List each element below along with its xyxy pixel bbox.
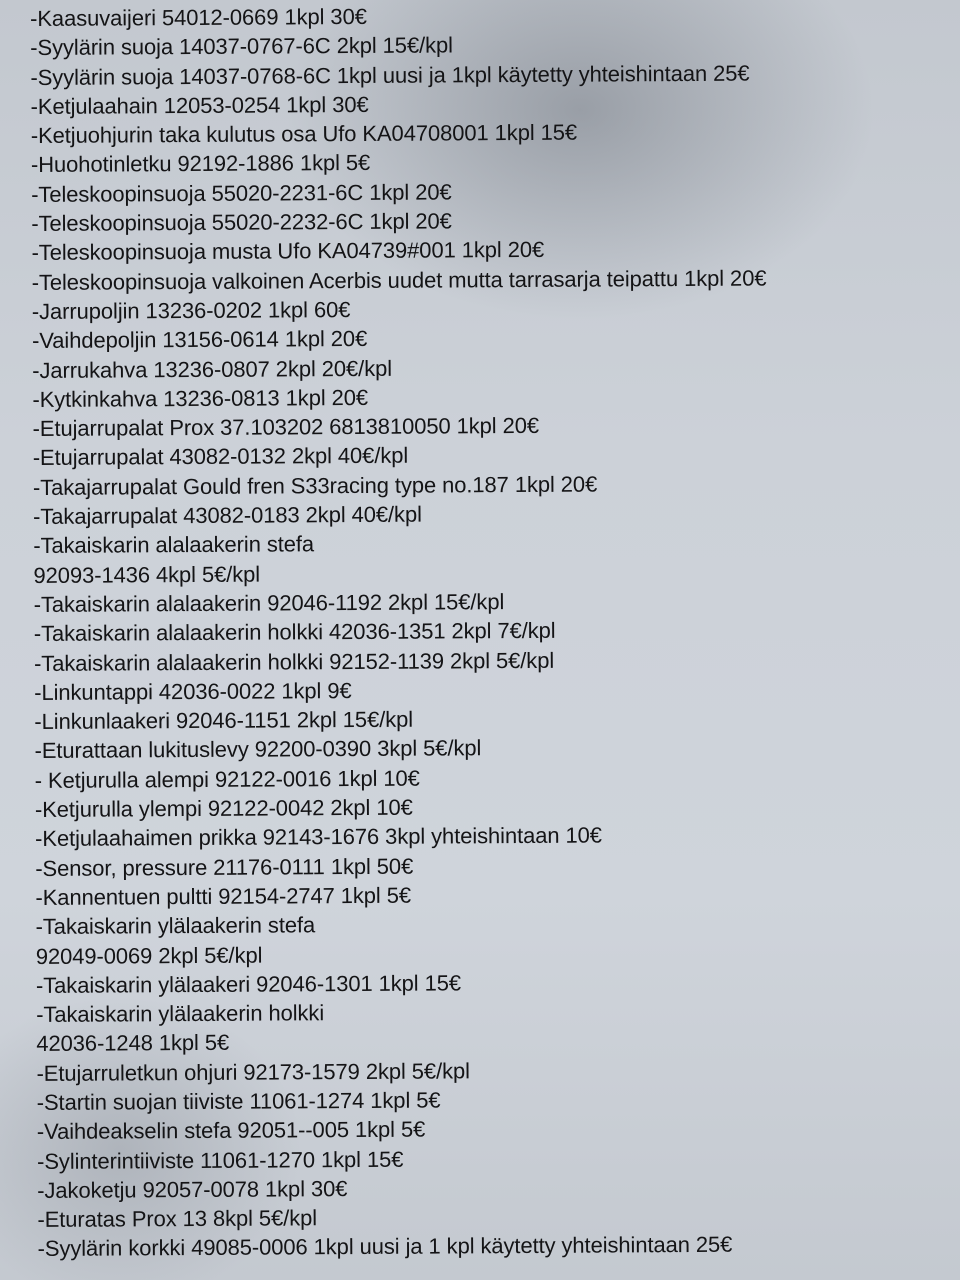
list-item: -Ketjulaahain 12053-0254 1kpl 30€ (30, 91, 369, 119)
list-item: -Syylärin suoja 14037-0768-6C 1kpl uusi ja 1kpl käytetty yhteishintaan 25€ (30, 60, 750, 90)
list-item: -Teleskoopinsuoja 55020-2232-6C 1kpl 20€ (31, 208, 452, 237)
list-item: -Sylinterintiiviste 11061-1270 1kpl 15€ (36, 1146, 404, 1174)
list-item: -Ketjurulla ylempi 92122-0042 2kpl 10€ (34, 794, 413, 823)
list-item: -Takaiskarin alalaakerin holkki 42036-1351 2kpl 7€/kpl (33, 618, 556, 647)
list-item: -Sensor, pressure 21176-0111 1kpl 50€ (35, 853, 414, 881)
list-item: -Ketjulaahaimen prikka 92143-1676 3kpl yhteishintaan 10€ (35, 822, 602, 852)
list-item: -Syylärin korkki 49085-0006 1kpl uusi ja 1 kpl käytetty yhteishintaan 25€ (37, 1232, 733, 1262)
list-item: -Syylärin suoja 14037-0767-6C 2kpl 15€/kpl (30, 32, 453, 61)
list-item: -Vaihdepoljin 13156-0614 1kpl 20€ (31, 326, 368, 354)
list-item: -Kaasuvaijeri 54012-0669 1kpl 30€ (30, 3, 367, 31)
list-item: -Etujarruletkun ohjuri 92173-1579 2kpl 5€/kpl (36, 1058, 470, 1086)
list-item: -Huohotinletku 92192-1886 1kpl 5€ (30, 150, 371, 178)
list-item: -Kytkinkahva 13236-0813 1kpl 20€ (32, 384, 369, 412)
list-item: -Linkunlaakeri 92046-1151 2kpl 15€/kpl (34, 706, 414, 735)
parts-list (30, 0, 958, 1264)
list-item: -Startin suojan tiiviste 11061-1274 1kpl 5€ (36, 1087, 441, 1115)
list-item: -Kannentuen pultti 92154-2747 1kpl 5€ (35, 882, 412, 910)
list-item: - Ketjurulla alempi 92122-0016 1kpl 10€ (34, 765, 420, 793)
list-item: -Takaiskarin alalaakerin stefa (33, 531, 315, 559)
list-item: 92093-1436 4kpl 5€/kpl (33, 561, 261, 588)
list-item: -Teleskoopinsuoja valkoinen Acerbis uudet mutta tarrasarja teipattu 1kpl 20€ (31, 265, 767, 295)
list-item: -Eturatas Prox 13 8kpl 5€/kpl (37, 1205, 318, 1233)
list-item: -Jarrupoljin 13236-0202 1kpl 60€ (31, 297, 351, 324)
list-item: -Takaiskarin ylälaakerin stefa (35, 912, 316, 940)
list-item: -Takaiskarin alalaakerin 92046-1192 2kpl 15€/kpl (33, 589, 505, 617)
list-item: -Takaiskarin ylälaakerin holkki (36, 1000, 325, 1028)
list-item: -Ketjuohjurin taka kulutus osa Ufo KA04708001 1kpl 15€ (30, 119, 578, 149)
list-item: -Etujarrupalat 43082-0132 2kpl 40€/kpl (32, 443, 409, 471)
list-item: -Eturattaan lukituslevy 92200-0390 3kpl 5€/kpl (34, 735, 482, 764)
list-item: -Linkuntappi 42036-0022 1kpl 9€ (34, 677, 352, 705)
list-item: -Takaiskarin alalaakerin holkki 92152-1139 2kpl 5€/kpl (33, 647, 555, 676)
list-item: -Etujarrupalat Prox 37.103202 6813810050 1kpl 20€ (32, 413, 540, 442)
list-item: -Vaihdeakselin stefa 92051--005 1kpl 5€ (36, 1116, 426, 1145)
list-item: 42036-1248 1kpl 5€ (36, 1030, 230, 1057)
list-item: -Teleskoopinsuoja 55020-2231-6C 1kpl 20€ (31, 179, 452, 207)
list-item: -Teleskoopinsuoja musta Ufo KA04739#001 1kpl 20€ (31, 237, 545, 266)
list-item: -Takaiskarin ylälaakeri 92046-1301 1kpl 15€ (35, 970, 462, 998)
list-item: 92049-0069 2kpl 5€/kpl (35, 942, 263, 969)
list-item: -Takajarrupalat Gould fren S33racing type no.187 1kpl 20€ (32, 471, 598, 500)
list-item: -Takajarrupalat 43082-0183 2kpl 40€/kpl (33, 501, 422, 530)
list-item: -Jakoketju 92057-0078 1kpl 30€ (37, 1175, 348, 1203)
list-item: -Jarrukahva 13236-0807 2kpl 20€/kpl (32, 355, 393, 383)
